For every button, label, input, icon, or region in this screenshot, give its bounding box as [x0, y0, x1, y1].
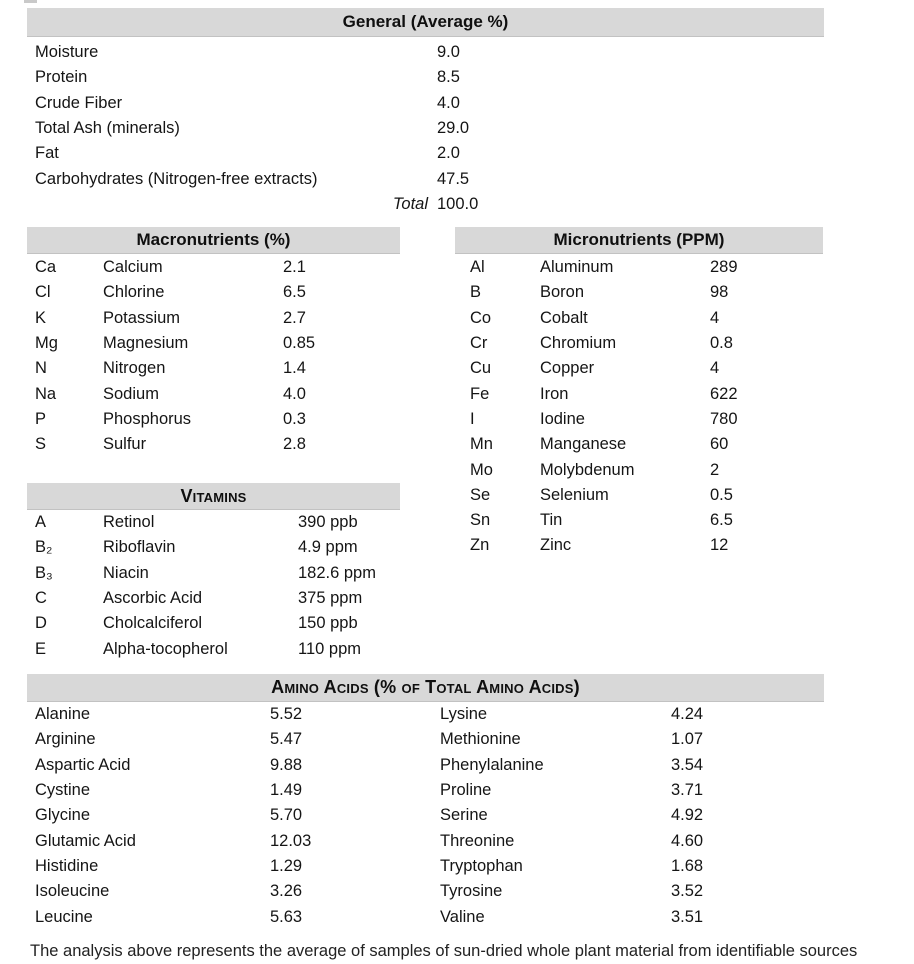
amino-value: 3.54 — [671, 755, 704, 774]
element-symbol: Al — [470, 258, 485, 277]
table-row — [35, 586, 400, 611]
page-edge-artifact — [24, 0, 37, 3]
table-row — [470, 356, 823, 381]
element-value: 98 — [710, 283, 729, 302]
vitamin-name: Ascorbic Acid — [103, 589, 203, 608]
element-name: Aluminum — [540, 258, 614, 277]
row-value: 8.5 — [437, 68, 460, 87]
element-symbol: B — [470, 283, 482, 302]
element-symbol: S — [35, 435, 47, 454]
element-symbol: Cl — [35, 283, 51, 302]
table-row — [470, 306, 823, 331]
table-row — [35, 166, 824, 191]
table-row — [35, 778, 824, 803]
element-name: Iron — [540, 384, 569, 403]
vitamin-name: Retinol — [103, 513, 155, 532]
cutoff-text: The analysis above represents the average of samples of sun-dried whole plant material from identifiable sources — [30, 942, 858, 960]
amino-value: 3.26 — [270, 882, 303, 901]
vitamin-value: 110 ppm — [298, 639, 361, 658]
element-symbol: Ca — [35, 258, 57, 277]
amino-name: Valine — [440, 907, 485, 926]
element-name: Copper — [540, 359, 595, 378]
table-row — [470, 280, 823, 305]
macronutrients-table — [35, 255, 400, 457]
element-name: Chlorine — [103, 283, 165, 302]
element-value: 0.5 — [710, 485, 733, 504]
row-value: 9.0 — [437, 43, 460, 62]
amino-name: Histidine — [35, 856, 99, 875]
element-symbol: Sn — [470, 511, 491, 530]
amino-name: Tryptophan — [440, 856, 523, 875]
amino-value: 12.03 — [270, 831, 312, 850]
amino-name: Phenylalanine — [440, 755, 544, 774]
table-row — [35, 65, 824, 90]
table-row — [470, 457, 823, 482]
table-total-row — [35, 192, 824, 217]
vitamin-value: 4.9 ppm — [298, 538, 358, 557]
element-symbol: Cr — [470, 334, 488, 353]
amino-value: 3.71 — [671, 781, 704, 800]
table-row — [35, 702, 824, 727]
vitamin-name: Alpha-tocopherol — [103, 639, 228, 658]
amino-name: Aspartic Acid — [35, 755, 131, 774]
table-row — [35, 116, 824, 141]
section-title: Vitamins — [180, 485, 247, 506]
element-value: 289 — [710, 258, 738, 277]
element-symbol: I — [470, 409, 475, 428]
element-name: Potassium — [103, 308, 181, 327]
row-value: 4.0 — [437, 93, 460, 112]
amino-value: 3.51 — [671, 907, 704, 926]
element-value: 12 — [710, 536, 729, 555]
element-symbol: N — [35, 359, 47, 378]
element-name: Boron — [540, 283, 585, 302]
amino-name: Arginine — [35, 730, 96, 749]
amino-value: 1.07 — [671, 730, 704, 749]
element-value: 60 — [710, 435, 729, 454]
amino-value: 4.24 — [671, 705, 704, 724]
element-symbol: Fe — [470, 384, 490, 403]
section-header-amino-acids — [27, 674, 824, 702]
vitamin-name: Cholcalciferol — [103, 614, 203, 633]
element-symbol: Mn — [470, 435, 493, 454]
vitamin-name: Niacin — [103, 563, 149, 582]
section-title: Amino Acids (% of Total Amino Acids) — [271, 677, 580, 697]
table-row — [35, 611, 400, 636]
general-table — [35, 40, 824, 217]
row-label: Total Ash (minerals) — [35, 119, 180, 138]
vitamin-symbol: A — [35, 513, 47, 532]
element-value: 4.0 — [283, 384, 306, 403]
vitamins-table — [35, 510, 400, 662]
vitamin-value: 182.6 ppm — [298, 563, 376, 582]
section-title: General (Average %) — [342, 12, 509, 31]
element-symbol: P — [35, 409, 47, 428]
section-header-micronutrients — [455, 227, 823, 254]
section-title: Macronutrients (%) — [136, 230, 291, 249]
element-symbol: Na — [35, 384, 57, 403]
element-name: Sodium — [103, 384, 159, 403]
row-value: 29.0 — [437, 119, 470, 138]
element-value: 780 — [710, 409, 738, 428]
element-symbol: K — [35, 308, 47, 327]
table-row — [35, 879, 824, 904]
row-label: Moisture — [35, 43, 99, 62]
row-value: 2.0 — [437, 144, 460, 163]
element-symbol: Mo — [470, 460, 493, 479]
amino-value: 5.52 — [270, 705, 303, 724]
amino-acids-table — [35, 702, 824, 930]
element-symbol: Zn — [470, 536, 490, 555]
table-row — [35, 91, 824, 116]
amino-name: Isoleucine — [35, 882, 110, 901]
amino-value: 1.68 — [671, 856, 704, 875]
table-row — [35, 803, 824, 828]
vitamin-symbol: C — [35, 589, 47, 608]
element-value: 622 — [710, 384, 738, 403]
element-name: Nitrogen — [103, 359, 166, 378]
table-row — [35, 306, 400, 331]
table-row — [35, 280, 400, 305]
element-value: 4 — [710, 308, 720, 327]
element-value: 2.7 — [283, 308, 306, 327]
amino-name: Threonine — [440, 831, 515, 850]
amino-value: 9.88 — [270, 755, 303, 774]
element-name: Calcium — [103, 258, 163, 277]
section-header-macronutrients — [27, 227, 400, 254]
element-name: Zinc — [540, 536, 572, 555]
table-row — [35, 381, 400, 406]
table-row — [35, 407, 400, 432]
element-name: Molybdenum — [540, 460, 635, 479]
element-name: Sulfur — [103, 435, 147, 454]
table-row — [35, 828, 824, 853]
element-name: Iodine — [540, 409, 585, 428]
amino-value: 5.63 — [270, 907, 303, 926]
vitamin-symbol: D — [35, 614, 47, 633]
table-row — [35, 904, 824, 929]
amino-name: Lysine — [440, 705, 488, 724]
table-row — [470, 381, 823, 406]
element-value: 0.85 — [283, 334, 316, 353]
table-row — [35, 727, 824, 752]
table-row — [470, 255, 823, 280]
amino-name: Glutamic Acid — [35, 831, 136, 850]
element-value: 2 — [710, 460, 720, 479]
vitamin-symbol: E — [35, 639, 47, 658]
element-name: Phosphorus — [103, 409, 192, 428]
element-value: 0.3 — [283, 409, 306, 428]
amino-value: 1.49 — [270, 781, 303, 800]
amino-value: 1.29 — [270, 856, 303, 875]
element-value: 6.5 — [710, 511, 733, 530]
row-value: 47.5 — [437, 169, 470, 188]
element-value: 2.8 — [283, 435, 306, 454]
element-symbol: Mg — [35, 334, 58, 353]
total-label: Total — [392, 194, 428, 213]
total-value: 100.0 — [437, 194, 479, 213]
table-row — [35, 255, 400, 280]
table-row — [35, 854, 824, 879]
table-row — [470, 483, 823, 508]
amino-name: Methionine — [440, 730, 521, 749]
amino-name: Cystine — [35, 781, 91, 800]
amino-value: 4.92 — [671, 806, 704, 825]
element-symbol: Cu — [470, 359, 492, 378]
row-label: Crude Fiber — [35, 93, 123, 112]
vitamin-value: 150 ppb — [298, 614, 358, 633]
amino-name: Glycine — [35, 806, 91, 825]
element-value: 4 — [710, 359, 720, 378]
vitamin-value: 390 ppb — [298, 513, 358, 532]
table-row — [35, 356, 400, 381]
section-title: Micronutrients (PPM) — [553, 230, 725, 249]
element-symbol: Co — [470, 308, 492, 327]
table-row — [35, 535, 400, 560]
vitamin-symbol: B₃ — [35, 563, 53, 582]
table-row — [35, 510, 400, 535]
micronutrients-table — [470, 255, 823, 559]
table-row — [470, 432, 823, 457]
amino-value: 4.60 — [671, 831, 704, 850]
element-name: Manganese — [540, 435, 627, 454]
row-label: Protein — [35, 68, 88, 87]
amino-name: Proline — [440, 781, 492, 800]
section-header-general — [27, 8, 824, 37]
element-value: 0.8 — [710, 334, 733, 353]
element-name: Tin — [540, 511, 563, 530]
section-header-vitamins — [27, 483, 400, 510]
element-name: Magnesium — [103, 334, 189, 353]
element-value: 1.4 — [283, 359, 306, 378]
table-row — [470, 407, 823, 432]
amino-name: Leucine — [35, 907, 93, 926]
vitamin-name: Riboflavin — [103, 538, 176, 557]
table-row — [35, 331, 400, 356]
vitamin-symbol: B₂ — [35, 538, 53, 557]
table-row — [35, 141, 824, 166]
amino-name: Alanine — [35, 705, 91, 724]
amino-name: Serine — [440, 806, 488, 825]
vitamin-value: 375 ppm — [298, 589, 363, 608]
row-label: Carbohydrates (Nitrogen-free extracts) — [35, 169, 318, 188]
element-symbol: Se — [470, 485, 491, 504]
table-row — [35, 636, 400, 661]
element-name: Chromium — [540, 334, 617, 353]
table-row — [470, 508, 823, 533]
element-value: 2.1 — [283, 258, 306, 277]
cutoff-text-line — [30, 939, 886, 960]
table-row — [35, 40, 824, 65]
table-row — [470, 533, 823, 558]
table-row — [35, 432, 400, 457]
amino-value: 5.47 — [270, 730, 303, 749]
amino-value: 5.70 — [270, 806, 303, 825]
row-label: Fat — [35, 144, 59, 163]
table-row — [470, 331, 823, 356]
element-name: Cobalt — [540, 308, 588, 327]
amino-value: 3.52 — [671, 882, 704, 901]
table-row — [35, 753, 824, 778]
table-row — [35, 561, 400, 586]
amino-name: Tyrosine — [440, 882, 503, 901]
element-name: Selenium — [540, 485, 609, 504]
element-value: 6.5 — [283, 283, 306, 302]
